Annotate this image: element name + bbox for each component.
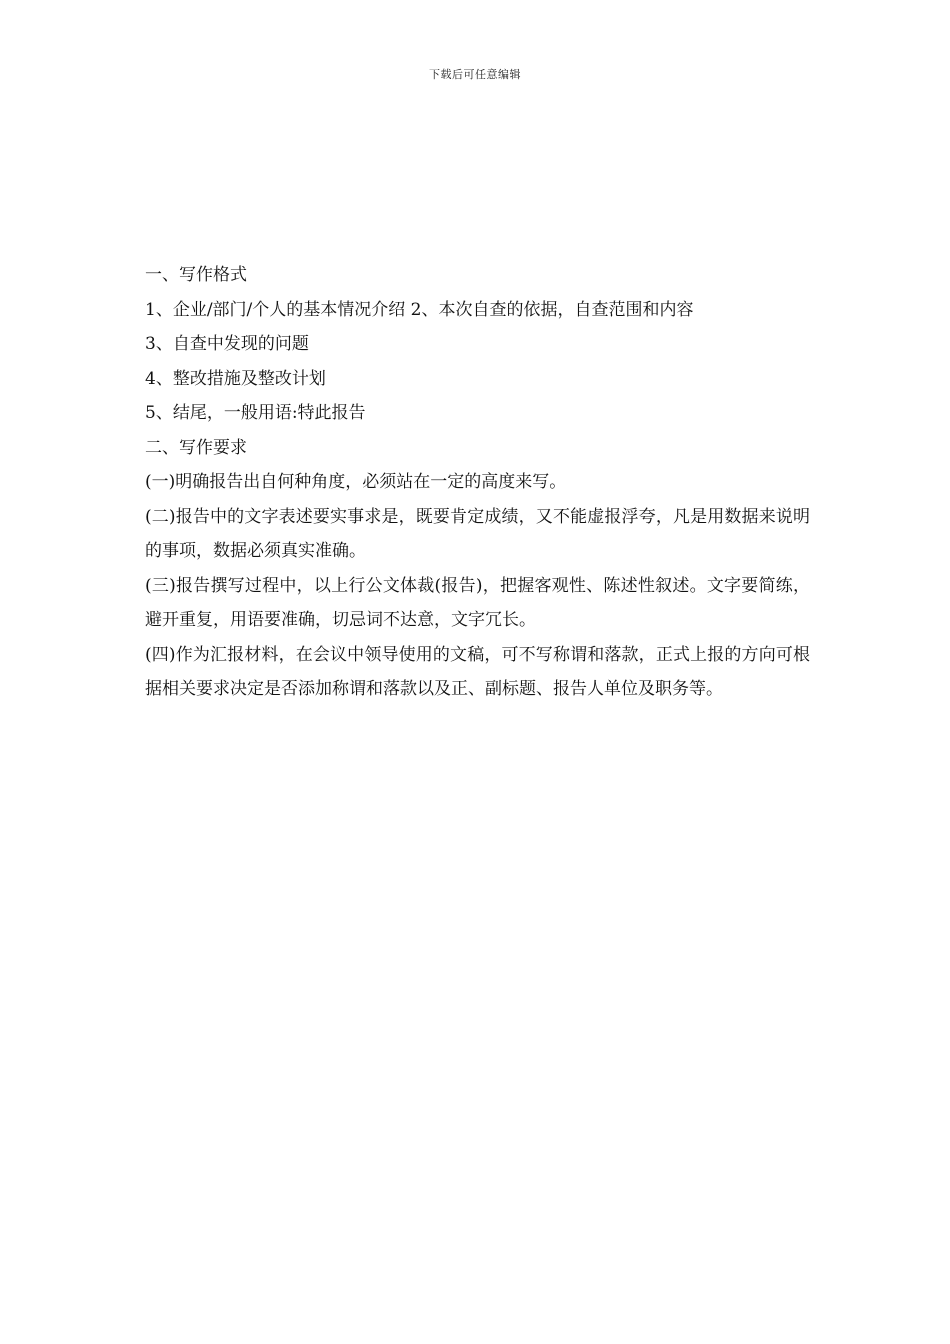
requirement-1: (一)明确报告出自何种角度，必须站在一定的高度来写。 xyxy=(145,472,567,492)
document-body xyxy=(145,258,810,707)
requirement-2: (二)报告中的文字表述要实事求是，既要肯定成绩，又不能虚报浮夸，凡是用数据来说明的事项，数据必须真实准确。 xyxy=(145,506,810,561)
header-note: 下载后可任意编辑 xyxy=(429,68,521,81)
section-1-heading: 一、写作格式 xyxy=(145,265,247,285)
format-item-3: 3、自查中发现的问题 xyxy=(145,334,309,354)
format-item-1-2: 1、企业/部门/个人的基本情况介绍 2、本次自查的依据，自查范围和内容 xyxy=(145,299,694,320)
format-item-5: 5、结尾，一般用语:特此报告 xyxy=(145,403,366,423)
section-2-heading: 二、写作要求 xyxy=(145,437,247,458)
requirement-3: (三)报告撰写过程中，以上行公文体裁(报告)，把握客观性、陈述性叙述。文字要简练，避开重复，用语要准确，切忌词不达意，文字冗长。 xyxy=(145,575,810,630)
format-item-4: 4、整改措施及整改计划 xyxy=(145,368,326,389)
requirement-4: (四)作为汇报材料，在会议中领导使用的文稿，可不写称谓和落款，正式上报的方向可根据相关要求决定是否添加称谓和落款以及正、副标题、报告人单位及职务等。 xyxy=(145,644,810,699)
